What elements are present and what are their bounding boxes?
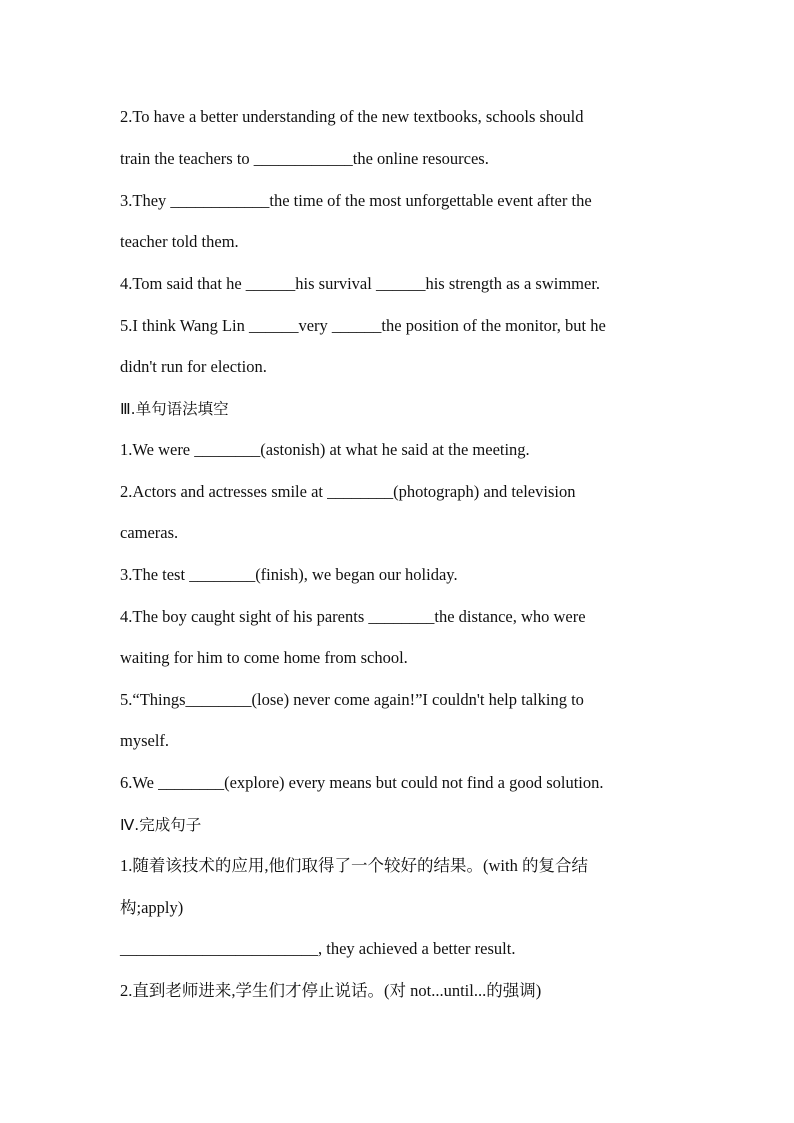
grammar-2-line-2: cameras.: [120, 523, 179, 542]
sentence-1-answer-line: ________________________, they achieved a better result.: [120, 939, 516, 958]
exercise-3-line-2: teacher told them.: [120, 232, 239, 251]
grammar-6-line-1: 6.We ________(explore) every means but could not find a good solution.: [120, 773, 604, 792]
grammar-5-line-1: 5.“Things________(lose) never come again!”I couldn't help talking to: [120, 690, 584, 709]
grammar-2-line-1: 2.Actors and actresses smile at ________(photograph) and television: [120, 482, 576, 501]
grammar-3-line-1: 3.The test ________(finish), we began our holiday.: [120, 565, 458, 584]
exercise-5-line-2: didn't run for election.: [120, 357, 267, 376]
exercise-2-line-2: train the teachers to ____________the online resources.: [120, 149, 489, 168]
grammar-4-line-2: waiting for him to come home from school.: [120, 648, 408, 667]
exercise-5-line-1: 5.I think Wang Lin ______very ______the position of the monitor, but he: [120, 316, 606, 335]
grammar-1-line-1: 1.We were ________(astonish) at what he said at the meeting.: [120, 440, 530, 459]
exercise-4-line-1: 4.Tom said that he ______his survival ______his strength as a swimmer.: [120, 274, 601, 293]
grammar-5-line-2: myself.: [120, 731, 170, 750]
exercise-2-line-1: 2.To have a better understanding of the new textbooks, schools should: [120, 107, 584, 126]
sentence-1-prompt-line-1: 1.随着该技术的应用,他们取得了一个较好的结果。(with 的复合结: [120, 856, 588, 875]
sentence-1-prompt-line-2: 构;apply): [120, 898, 184, 917]
section-iv-heading: Ⅳ.完成句子: [120, 816, 202, 834]
section-iii-heading: Ⅲ.单句语法填空: [120, 400, 229, 418]
exercise-3-line-1: 3.They ____________the time of the most unforgettable event after the: [120, 191, 592, 210]
sentence-2-prompt-line-1: 2.直到老师进来,学生们才停止说话。(对 not...until...的强调): [120, 981, 542, 1000]
grammar-4-line-1: 4.The boy caught sight of his parents ________the distance, who were: [120, 607, 586, 626]
